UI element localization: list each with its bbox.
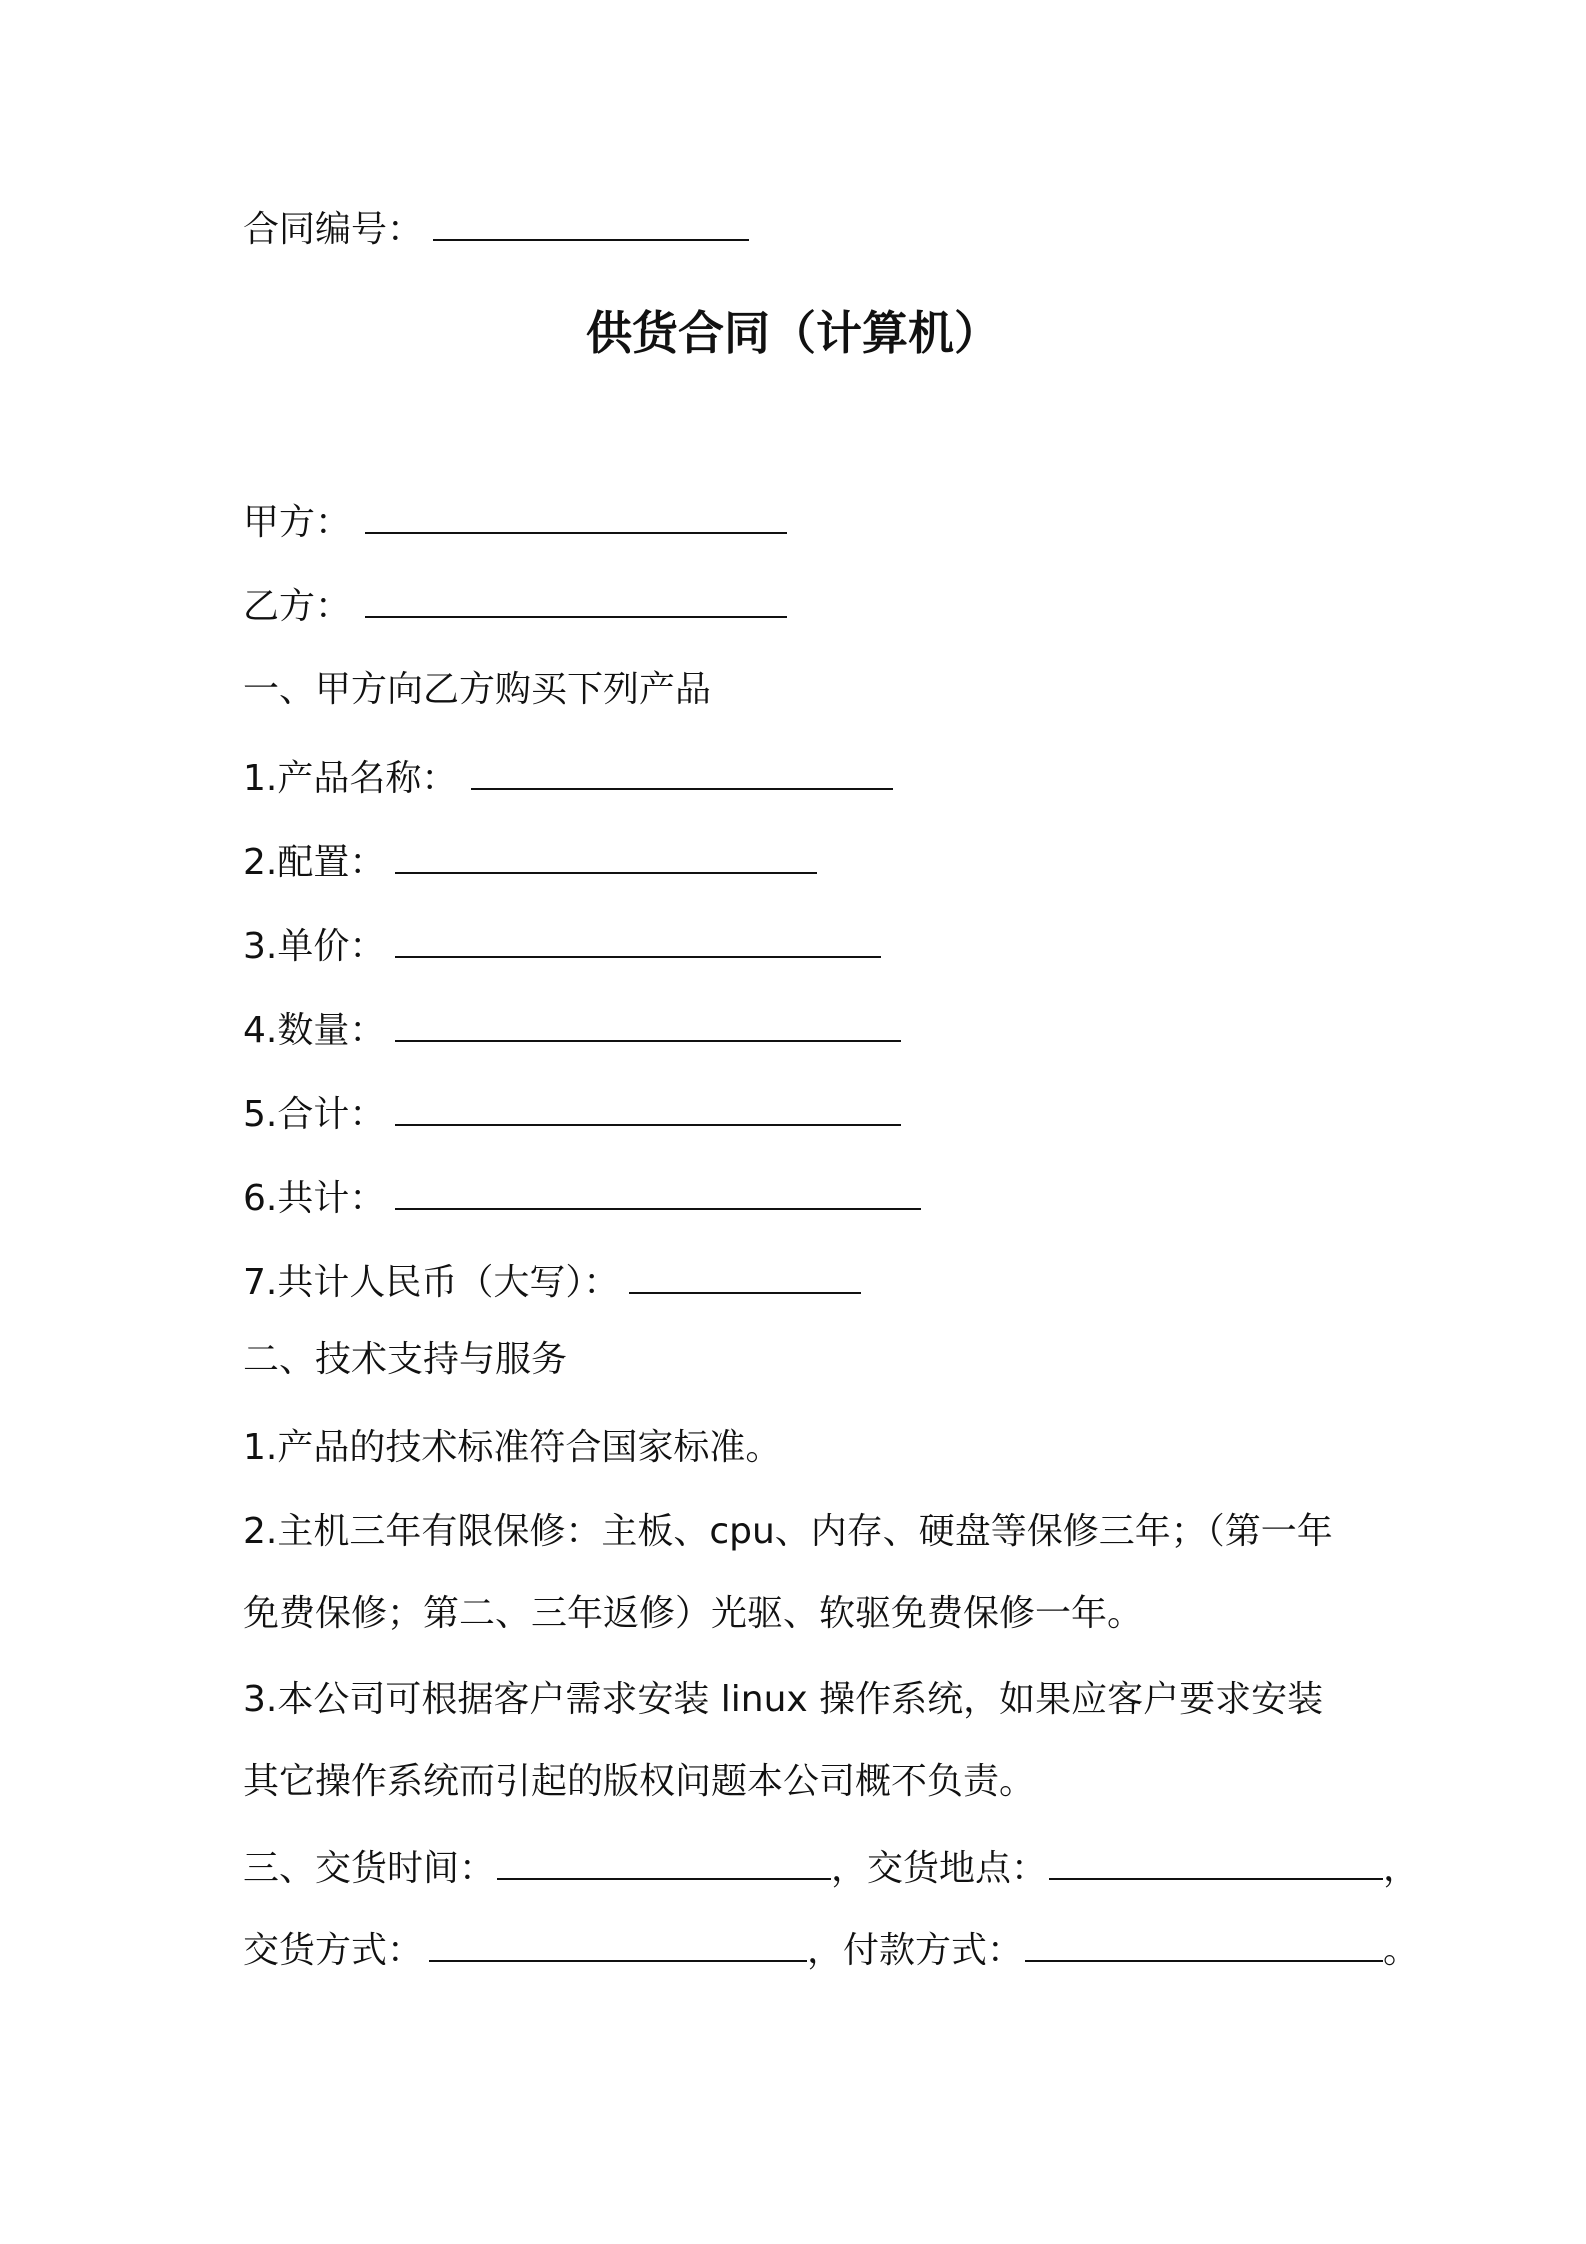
item-unit-price-row: [243, 922, 881, 971]
item-subtotal-label: 5.合计：: [243, 1094, 386, 1135]
payment-method-label: ，付款方式：: [807, 1930, 1024, 1971]
item-total-label: 6.共计：: [243, 1178, 386, 1219]
item-total-row: [243, 1174, 921, 1223]
contract-number-blank[interactable]: [433, 205, 749, 241]
section-1-heading: 一、甲方向乙方购买下列产品: [243, 669, 712, 710]
delivery-row-1-comma: ，: [1383, 1848, 1420, 1889]
party-b-blank[interactable]: [365, 582, 787, 618]
delivery-method-blank[interactable]: [429, 1926, 807, 1962]
clause-2-line-1: 2.主机三年有限保修：主板、cpu、内存、硬盘等保修三年；（第一年: [243, 1511, 1333, 1552]
item-total-rmb-label: 7.共计人民币（大写）：: [243, 1262, 620, 1303]
item-config-label: 2.配置：: [243, 842, 386, 883]
item-quantity-label: 4.数量：: [243, 1010, 386, 1051]
party-b-label: 乙方：: [243, 586, 352, 627]
party-a-row: [243, 498, 787, 547]
payment-method-blank[interactable]: [1025, 1926, 1383, 1962]
delivery-row-1: [243, 1844, 1419, 1893]
item-total-rmb-row: [243, 1258, 861, 1307]
item-quantity-blank[interactable]: [395, 1006, 901, 1042]
clause-3-line-2: 其它操作系统而引起的版权问题本公司概不负责。: [243, 1761, 1036, 1802]
item-config-row: [243, 838, 817, 887]
item-subtotal-blank[interactable]: [395, 1090, 901, 1126]
party-a-blank[interactable]: [365, 498, 787, 534]
clause-2-line-2: 免费保修；第二、三年返修）光驱、软驱免费保修一年。: [243, 1593, 1144, 1634]
party-a-label: 甲方：: [243, 502, 352, 543]
item-unit-price-blank[interactable]: [395, 922, 881, 958]
delivery-row-2-period: 。: [1383, 1930, 1420, 1971]
item-total-blank[interactable]: [395, 1174, 921, 1210]
delivery-row-2: [243, 1926, 1419, 1975]
section-2-heading: 二、技术支持与服务: [243, 1339, 568, 1380]
item-total-rmb-blank[interactable]: [629, 1258, 861, 1294]
item-config-blank[interactable]: [395, 838, 817, 874]
clause-3-line-1: 3.本公司可根据客户需求安装 linux 操作系统，如果应客户要求安装: [243, 1679, 1324, 1720]
item-quantity-row: [243, 1006, 901, 1055]
delivery-place-blank[interactable]: [1049, 1844, 1383, 1880]
item-product-name-blank[interactable]: [471, 754, 893, 790]
item-subtotal-row: [243, 1090, 901, 1139]
item-product-name-label: 1.产品名称：: [243, 758, 458, 799]
item-unit-price-label: 3.单价：: [243, 926, 386, 967]
contract-number-label: 合同编号：: [243, 209, 424, 250]
delivery-time-blank[interactable]: [497, 1844, 831, 1880]
delivery-method-label: 交货方式：: [243, 1930, 424, 1971]
delivery-place-label: ，交货地点：: [831, 1848, 1048, 1889]
document-title: 供货合同（计算机）: [586, 306, 1000, 360]
party-b-row: [243, 582, 787, 631]
item-product-name-row: [243, 754, 893, 803]
clause-1: 1.产品的技术标准符合国家标准。: [243, 1427, 782, 1468]
contract-number-row: [243, 205, 749, 254]
delivery-time-label: 三、交货时间：: [243, 1848, 496, 1889]
